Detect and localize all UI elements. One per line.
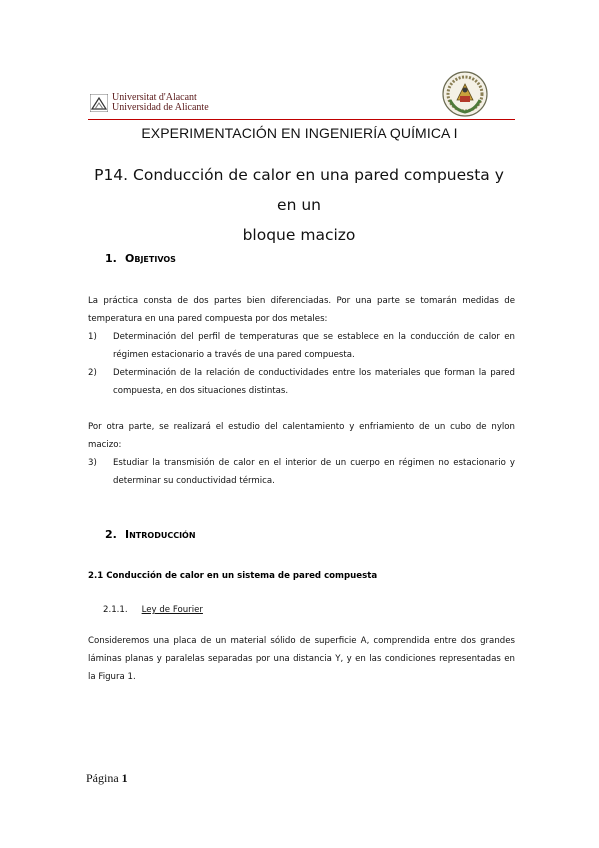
section-heading-objetivos xyxy=(105,252,176,265)
fourier-paragraph: Consideremos una placa de un material sólido de superficie A, comprendida entre dos grandes láminas planas y paralelas separadas por una distancia Y, y en las condiciones representadas en la Figura 1. xyxy=(88,636,515,682)
section-number: 2. xyxy=(105,528,117,541)
university-mark-icon xyxy=(90,94,108,112)
university-name-es: Universidad de Alicante xyxy=(112,102,209,113)
list-item-text: Determinación de la relación de conductividades entre los materiales que forman la pared compuesta, en dos situaciones distintas. xyxy=(113,368,515,396)
practice-title xyxy=(84,160,514,250)
page-footer xyxy=(86,771,128,786)
section-heading-introduccion xyxy=(105,528,196,541)
practice-title-line1: P14. Conducción de calor en una pared compuesta y en un xyxy=(94,166,504,214)
practice-title-line2: bloque macizo xyxy=(242,226,356,244)
university-name-ca: Universitat d'Alacant xyxy=(112,92,197,103)
page-number: 1 xyxy=(121,771,128,785)
university-logo xyxy=(90,93,209,113)
list-item-text: Determinación del perfil de temperaturas que se establece en la conducción de calor en régimen estacionario a través de una pared compuesta. xyxy=(113,332,515,360)
objectives-intro-2: Por otra parte, se realizará el estudio del calentamiento y enfriamiento de un cubo de nylon macizo: xyxy=(88,422,515,450)
header-divider xyxy=(88,119,515,120)
course-title: EXPERIMENTACIÓN EN INGENIERÍA QUÍMICA I xyxy=(141,125,458,141)
section-number: 1. xyxy=(105,252,117,265)
subsubsection-heading xyxy=(103,605,203,615)
list-item-number: 1) xyxy=(88,332,97,342)
list-item-number: 2) xyxy=(88,368,97,378)
list-item-text: Estudiar la transmisión de calor en el interior de un cuerpo en régimen no estacionario y determinar su conductividad térmica. xyxy=(113,458,515,486)
list-item xyxy=(88,454,515,490)
section-title: Objetivos xyxy=(125,252,176,265)
university-seal-icon xyxy=(441,70,489,118)
list-item xyxy=(88,364,515,400)
subsection-heading: 2.1 Conducción de calor en un sistema de pared compuesta xyxy=(88,571,378,581)
list-item-number: 3) xyxy=(88,458,97,468)
objectives-intro: La práctica consta de dos partes bien diferenciadas. Por una parte se tomarán medidas de temperatura en una pared compuesta por dos metales: xyxy=(88,296,515,324)
page-label: Página xyxy=(86,771,119,785)
list-item xyxy=(88,328,515,364)
section-title: Introducción xyxy=(125,528,196,541)
subsubsection-title: Ley de Fourier xyxy=(141,605,203,615)
subsubsection-number: 2.1.1. xyxy=(103,605,128,615)
